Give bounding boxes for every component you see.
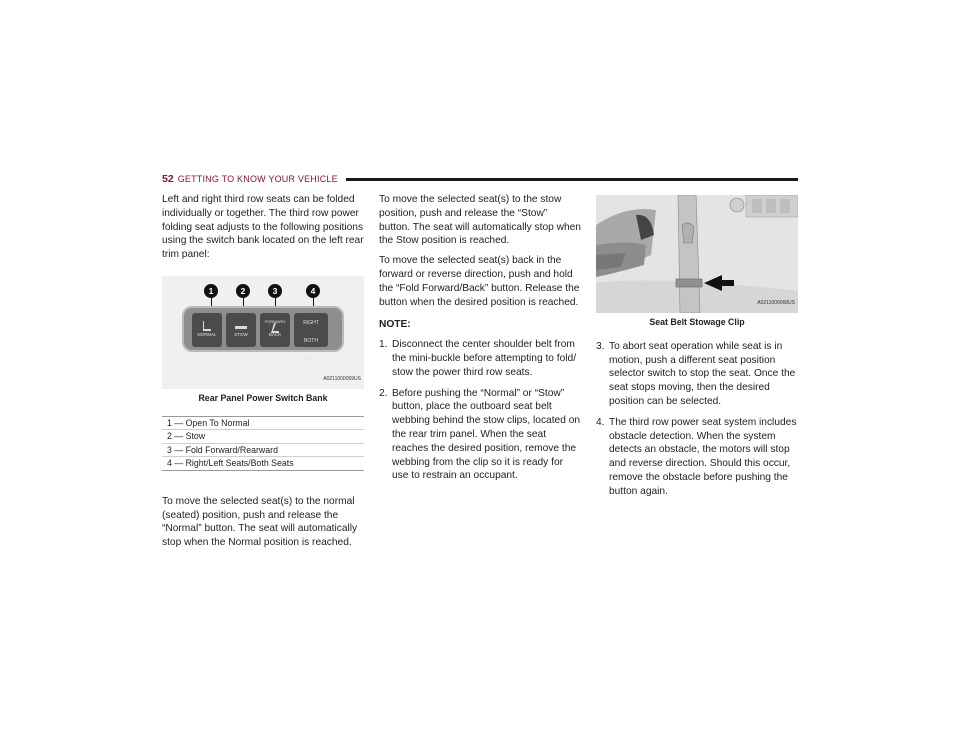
note-text: The third row power seat system includes obstacle detection. When the system detects an obstacle, the motors will stop and reverse direction. Should this occur, remove the obstacle before pushing the button again. bbox=[609, 416, 797, 497]
normal-switch-label: NORMAL bbox=[197, 332, 217, 338]
callout-2: 2 bbox=[236, 284, 250, 298]
column-3 bbox=[596, 193, 798, 506]
intro-paragraph: Left and right third row seats can be folded individually or together. The third row power folding seat adjusts to the following positions using the switch bank located on the left rear trim panel: bbox=[162, 194, 364, 261]
callout-1: 1 bbox=[204, 284, 218, 298]
note-number: 2. bbox=[379, 387, 388, 399]
note-number: 4. bbox=[596, 416, 605, 428]
note-text: Disconnect the center shoulder belt from the mini-buckle before attempting to fold/ stow the power third row seats. bbox=[392, 339, 577, 378]
switch-bank-figure bbox=[162, 276, 364, 389]
spacer bbox=[162, 471, 364, 495]
column-2 bbox=[379, 193, 581, 490]
note-text: Before pushing the “Normal” or “Stow” button, place the outboard seat belt webbing behind the stow clips, located on the rear trim panel. When the seat reaches the desired position, remove the webbing from the clip so it is ready for use to restrain an occupant. bbox=[392, 387, 581, 482]
figure-code: A0211000068US bbox=[757, 300, 795, 307]
callout-3: 3 bbox=[268, 284, 282, 298]
note-item bbox=[379, 338, 581, 379]
note-number: 1. bbox=[379, 339, 388, 351]
left-label: LEFT bbox=[304, 355, 318, 362]
note-item bbox=[596, 340, 798, 409]
note-item bbox=[379, 387, 581, 484]
normal-paragraph: To move the selected seat(s) to the normal (seated) position, push and release the “Normal” button. The seat will automatically stop when the Normal position is reached. bbox=[162, 495, 358, 549]
legend-row: 3 — Fold Forward/Rearward bbox=[162, 444, 364, 458]
fold-paragraph: To move the selected seat(s) back in the forward or reverse direction, push and hold the “Fold Forward/Back” button. Release the button when the desired position is reached. bbox=[379, 255, 580, 308]
legend-table bbox=[162, 416, 364, 471]
spacer bbox=[596, 330, 798, 340]
callout-4: 4 bbox=[306, 284, 320, 298]
fold-switch bbox=[260, 313, 290, 347]
legend-row: 4 — Right/Left Seats/Both Seats bbox=[167, 458, 294, 469]
seat-belt-clip-figure bbox=[596, 195, 798, 313]
seat-belt-clip-illustration bbox=[596, 195, 798, 313]
switch-panel bbox=[182, 306, 344, 362]
figure-code: A0211000059US bbox=[323, 376, 361, 383]
forward-label: FORWARD bbox=[264, 318, 286, 324]
column-1 bbox=[162, 193, 364, 556]
legend-row: 1 — Open To Normal bbox=[162, 417, 364, 431]
note-item bbox=[596, 416, 798, 499]
section-title: GETTING TO KNOW YOUR VEHICLE bbox=[177, 174, 338, 184]
header-rule bbox=[346, 178, 798, 181]
figure-caption: Seat Belt Stowage Clip bbox=[649, 317, 745, 327]
stow-switch-label: STOW bbox=[234, 332, 248, 338]
figure-caption: Rear Panel Power Switch Bank bbox=[198, 392, 328, 403]
note-number: 3. bbox=[596, 340, 605, 352]
both-label: BOTH bbox=[304, 337, 318, 344]
back-label: BACK bbox=[268, 332, 282, 338]
stow-paragraph: To move the selected seat(s) to the stow position, push and release the “Stow” button. The seat will automatically stop when the Stow position is reached. bbox=[379, 194, 581, 247]
legend-row: 2 — Stow bbox=[162, 430, 364, 444]
note-heading: NOTE: bbox=[379, 319, 411, 331]
right-label: RIGHT bbox=[303, 319, 319, 326]
page-header bbox=[162, 172, 798, 186]
stow-switch bbox=[226, 313, 256, 347]
note-text: To abort seat operation while seat is in motion, push a different seat position selector switch to stop the seat. Once the seat stops moving, then the desired position can be selected. bbox=[609, 340, 796, 407]
normal-switch bbox=[192, 313, 222, 347]
page-number: 52 bbox=[162, 173, 174, 185]
seat-select-switch bbox=[294, 313, 328, 362]
